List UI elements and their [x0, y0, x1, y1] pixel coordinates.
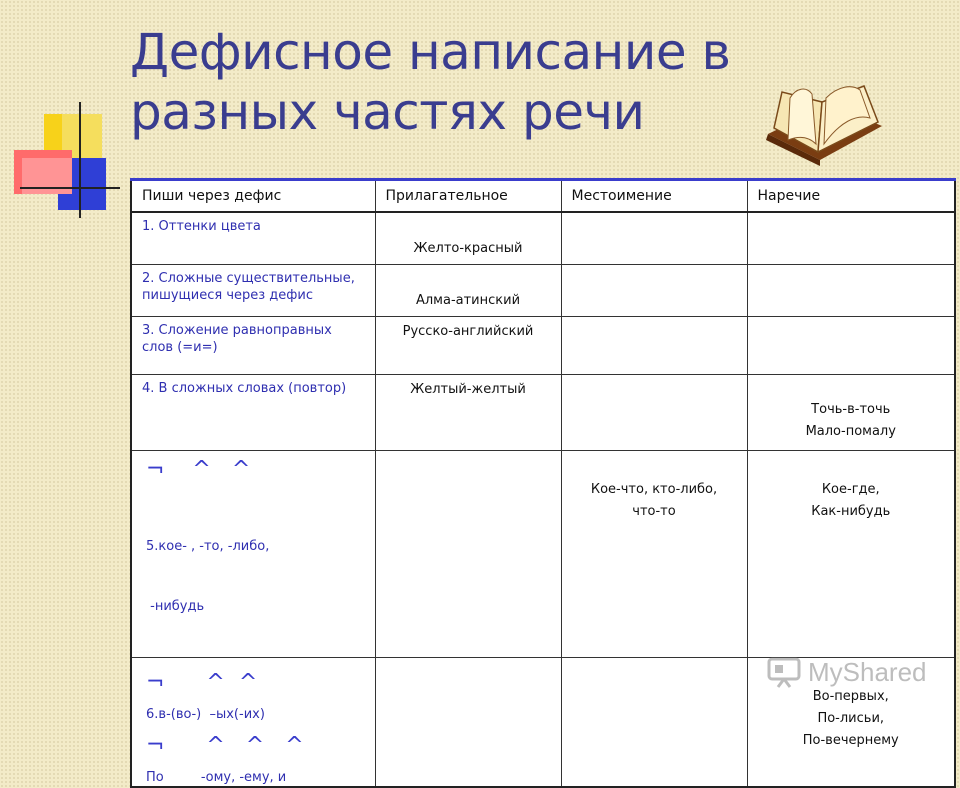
decorative-squares	[0, 100, 130, 315]
adverb-example: По-вечернему	[802, 732, 899, 748]
adverb-cell	[747, 450, 955, 657]
rule-cell: 4. В сложных словах (повтор)	[131, 374, 375, 450]
adjective-cell: Желто-красный	[375, 212, 561, 264]
table-row	[131, 212, 955, 264]
adjective-cell	[375, 657, 561, 787]
hyphen-rules-table	[130, 178, 956, 788]
pronoun-cell	[561, 450, 747, 657]
stress-marks: ¬ ^ ^ ^	[146, 732, 304, 758]
pronoun-cell	[561, 374, 747, 450]
presentation-icon	[766, 656, 802, 688]
pronoun-cell	[561, 212, 747, 264]
table-row	[131, 374, 955, 450]
adjective-cell: Желтый-желтый	[375, 374, 561, 450]
rule-cell: ¬ ^ ^ 6.в-(во-) –ых(-их) ¬ ^ ^ ^ По -ому, -ему, и	[131, 657, 375, 787]
header-cell: Наречие	[747, 180, 955, 213]
logo-watermark	[766, 656, 927, 688]
stress-marks: ¬ ^ ^	[146, 456, 251, 482]
pronoun-cell	[561, 264, 747, 316]
header-cell: Прилагательное	[375, 180, 561, 213]
adjective-cell: Алма-атинский	[375, 264, 561, 316]
adjective-cell: Русско-английский	[375, 316, 561, 374]
adverb-cell	[747, 212, 955, 264]
rule-cell: 1. Оттенки цвета	[131, 212, 375, 264]
header-cell: Местоимение	[561, 180, 747, 213]
header-cell: Пиши через дефис	[131, 180, 375, 213]
adverb-example: Во-первых,	[812, 688, 889, 704]
adverb-example: Точь-в-точь	[811, 401, 891, 417]
table-row	[131, 450, 955, 657]
adverb-cell	[747, 374, 955, 450]
watermark-text: MyShared	[808, 656, 927, 687]
rule-cell: ¬ ^ ^ 5.кое- , -то, -либо, -нибудь	[131, 450, 375, 657]
adjective-cell	[375, 450, 561, 657]
rule-cell: 3. Сложение равноправных слов (=и=)	[131, 316, 375, 374]
adverb-example: Кое-где,	[821, 481, 880, 497]
adverb-cell	[747, 316, 955, 374]
pronoun-cell	[561, 657, 747, 787]
stress-marks: ¬ ^ ^	[146, 669, 258, 695]
table-header-row	[131, 180, 955, 213]
rule-cell: 2. Сложные существительные, пишущиеся через дефис	[131, 264, 375, 316]
pronoun-example: что-то	[632, 503, 676, 519]
adverb-cell	[747, 264, 955, 316]
pronoun-cell	[561, 316, 747, 374]
adverb-example: Как-нибудь	[811, 503, 891, 519]
table-row	[131, 264, 955, 316]
pronoun-example: Кое-что, кто-либо,	[590, 481, 718, 497]
adverb-example: По-лисьи,	[817, 710, 885, 726]
page-title: Дефисное написание в разных частях речи	[130, 23, 731, 141]
table-row	[131, 316, 955, 374]
adverb-example: Мало-помалу	[805, 423, 896, 439]
book-icon	[760, 82, 890, 172]
